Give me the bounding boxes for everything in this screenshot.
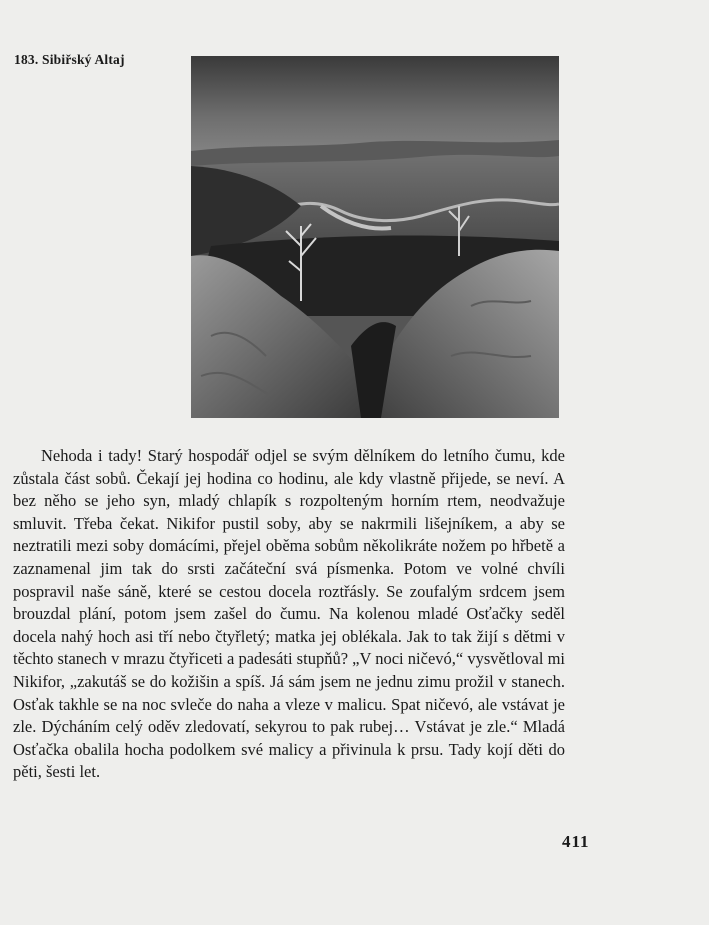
body-text	[13, 445, 565, 784]
landscape-photo-icon	[191, 56, 559, 418]
page-number: 411	[562, 832, 590, 851]
paragraph: Nehoda i tady! Starý hospodář odjel se svým dělníkem do letního čumu, kde zůstala část sobů. Čekají jej hodina co hodinu, ale kdy vlastně přijede, se neví. A bez něho se jeho syn, mladý chlapík s rozpolteným horním rtem, neodvažuje smluvit. Třeba čekat. Nikifor pustil soby, aby se nakrmili lišejníkem, a aby se neztratili mezi soby domácími, přejel oběma sobům několikráte nožem po hřbetě a zaznamenal jim tak do srsti začáteční svá písmenka. Potom ve volné chvíli pospravil naše sáně, které se cestou docela roztřásly. Se zoufalým srdcem jsem brouzdal plání, potom jsem zašel do čumu. Na kolenou mladé Osťačky seděl docela nahý hoch asi tří nebo čtyřletý; matka jej oblékala. Jak to tak žijí s dětmi v těchto stanech v mrazu čtyřiceti a padesáti stupňů? „V noci ničevó,“ vysvětloval mi Nikifor, „zakutáš se do kožišin a spíš. Já sám jsem ne jednu zimu prožil v stanech. Osťak takhle se na noc svleče do naha a vleze v malicu. Spat ničevó, ale vstávat je zle. Dýcháním celý oděv zledovatí, sekyrou to pak rubej… Vstávat je zle.“ Mladá Osťačka obalila hocha podolkem své malicy a přivinula k prsu. Tady kojí děti do pěti, šesti let.	[13, 446, 565, 782]
landscape-photo	[191, 56, 559, 418]
figure-caption: 183. Sibiřský Altaj	[14, 52, 125, 67]
